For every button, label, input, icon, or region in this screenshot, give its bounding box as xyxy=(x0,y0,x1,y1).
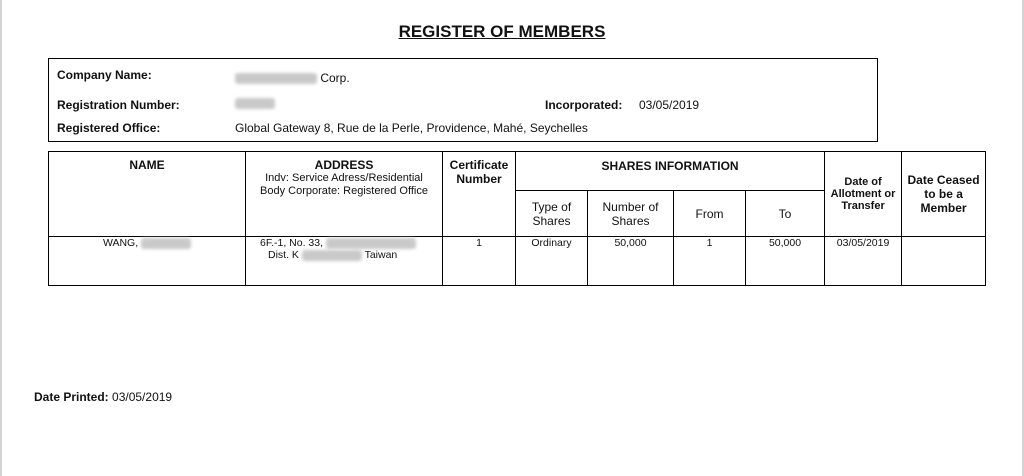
header-name: NAME xyxy=(49,152,246,237)
page-left-edge xyxy=(0,0,2,476)
incorporated-label: Incorporated: xyxy=(545,98,623,112)
redacted-text xyxy=(141,238,191,249)
header-to: To xyxy=(746,191,825,237)
redacted-text xyxy=(302,250,362,261)
header-type-of-shares: Type of Shares xyxy=(516,191,588,237)
header-date-of-allotment: Date of Allotment or Transfer xyxy=(825,152,902,237)
redacted-text xyxy=(326,238,416,249)
header-number-of-shares: Number of Shares xyxy=(588,191,674,237)
company-info-box xyxy=(48,58,878,142)
redacted-text xyxy=(235,73,317,84)
incorporated-value: 03/05/2019 xyxy=(639,98,700,112)
date-printed-label: Date Printed: xyxy=(34,390,109,404)
registration-number-label: Registration Number: xyxy=(57,98,180,112)
date-printed-value: 03/05/2019 xyxy=(112,390,173,404)
cell-number: 50,000 xyxy=(588,237,674,286)
header-date-ceased: Date Ceased to be a Member xyxy=(902,152,986,237)
cell-from: 1 xyxy=(674,237,746,286)
cell-certificate: 1 xyxy=(443,237,516,286)
header-address: ADDRESS Indv: Service Adress/Residential Body Corporate: Registered Office xyxy=(246,152,443,237)
company-name-suffix: Corp. xyxy=(320,71,350,85)
cell-allotment-date: 03/05/2019 xyxy=(825,237,902,286)
header-from: From xyxy=(674,191,746,237)
redacted-text xyxy=(235,98,275,109)
company-name-label: Company Name: xyxy=(57,68,152,82)
members-table xyxy=(48,151,986,286)
cell-to: 50,000 xyxy=(746,237,825,286)
header-shares-information: SHARES INFORMATION xyxy=(516,152,825,191)
company-name-value xyxy=(235,71,350,85)
cell-type: Ordinary xyxy=(516,237,588,286)
table-row xyxy=(49,237,986,286)
date-printed xyxy=(34,390,172,404)
cell-name: WANG, xyxy=(49,237,246,286)
registration-number-value xyxy=(235,96,275,110)
cell-address: 6F.-1, No. 33, Dist. K Taiwan xyxy=(246,237,443,286)
registered-office-label: Registered Office: xyxy=(57,121,161,135)
registered-office-value: Global Gateway 8, Rue de la Perle, Providence, Mahé, Seychelles xyxy=(235,121,588,135)
cell-ceased-date xyxy=(902,237,986,286)
document-title: REGISTER OF MEMBERS xyxy=(398,22,606,41)
header-certificate-number: Certificate Number xyxy=(443,152,516,237)
